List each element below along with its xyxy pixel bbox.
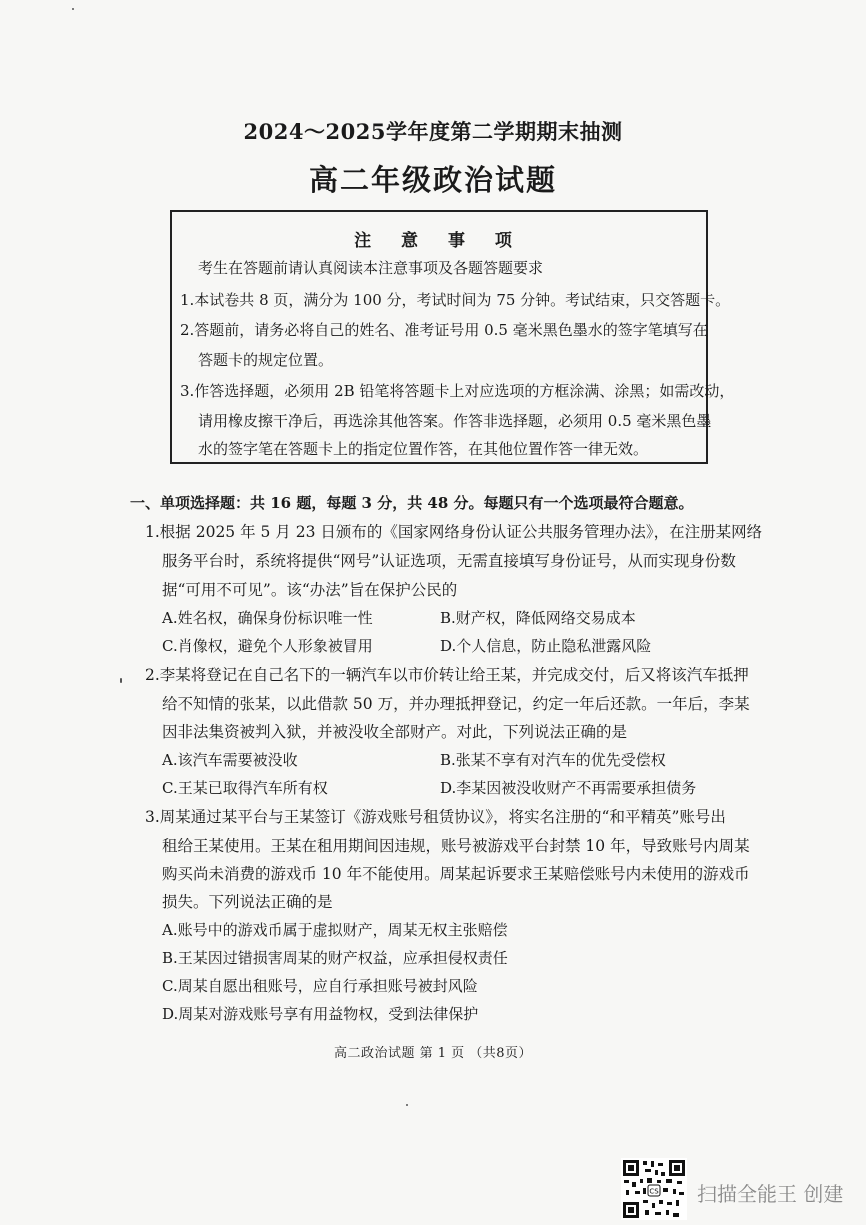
- question-text: 购买尚未消费的游戏币 10 年不能使用。周某起诉要求王某赔偿账号内未使用的游戏币: [162, 865, 750, 883]
- question-text: 租给王某使用。王某在租用期间因违规，账号被游戏平台封禁 10 年，导致账号内周某: [162, 837, 750, 855]
- question-text: 给不知情的张某，以此借款 50 万，并办理抵押登记，约定一年后还款。一年后，李某: [162, 695, 750, 713]
- question-text: 服务平台时，系统将提供“网号”认证选项，无需直接填写身份证号，从而实现身份数: [162, 552, 736, 570]
- option-d: D.周某对游戏账号享有用益物权，受到法律保护: [162, 1005, 479, 1023]
- question-text: 损失。下列说法正确的是: [162, 893, 333, 911]
- question-text: 1.根据 2025 年 5 月 23 日颁布的《国家网络身份认证公共服务管理办法》，在注册某网络: [145, 523, 763, 541]
- option-b: B.财产权，降低网络交易成本: [440, 609, 636, 627]
- option-c: C.周某自愿出租账号，应自行承担账号被封风险: [162, 977, 478, 995]
- exam-title: 2024～2025学年度第二学期期末抽测: [243, 119, 623, 144]
- notice-heading: 注 意 事 项: [354, 231, 524, 251]
- scan-speck: [406, 1104, 408, 1106]
- option-c: C.王某已取得汽车所有权: [162, 779, 328, 797]
- option-b: B.张某不享有对汽车的优先受偿权: [440, 751, 666, 769]
- section-title: 一、单项选择题：共 16 题，每题 3 分，共 48 分。每题只有一个选项最符合题意。: [130, 494, 694, 512]
- option-b: B.王某因过错损害周某的财产权益，应承担侵权责任: [162, 949, 508, 967]
- scan-speck: [120, 678, 122, 683]
- question-text: 因非法集资被判入狱，并被没收全部财产。对此，下列说法正确的是: [162, 723, 628, 741]
- notice-line: 请用橡皮擦干净后，再选涂其他答案。作答非选择题，必须用 0.5 毫米黑色墨: [198, 412, 712, 430]
- notice-intro: 考生在答题前请认真阅读本注意事项及各题答题要求: [198, 259, 544, 277]
- option-a: A.账号中的游戏币属于虚拟财产，周某无权主张赔偿: [162, 921, 508, 939]
- qr-code-icon: [621, 1158, 687, 1220]
- notice-line: 3.作答选择题，必须用 2B 铅笔将答题卡上对应选项的方框涂满、涂黑；如需改动，: [180, 382, 735, 400]
- question-text: 3.周某通过某平台与王某签订《游戏账号租赁协议》，将实名注册的“和平精英”账号出: [145, 808, 726, 826]
- option-a: A.姓名权，确保身份标识唯一性: [162, 609, 373, 627]
- notice-line: 水的签字笔在答题卡上的指定位置作答，在其他位置作答一律无效。: [198, 440, 649, 458]
- option-d: D.个人信息，防止隐私泄露风险: [440, 637, 652, 655]
- notice-box: [170, 210, 735, 464]
- subject-title: 高二年级政治试题: [308, 163, 557, 197]
- svg-text:CS: CS: [649, 1187, 659, 1196]
- option-a: A.该汽车需要被没收: [162, 751, 298, 769]
- option-c: C.肖像权，避免个人形象被冒用: [162, 637, 373, 655]
- question-text: 据“可用不可见”。该“办法”旨在保护公民的: [162, 581, 458, 599]
- notice-line: 2.答题前，请务必将自己的姓名、准考证号用 0.5 毫米黑色墨水的签字笔填写在: [180, 321, 708, 339]
- question-text: 2.李某将登记在自己名下的一辆汽车以市价转让给王某，并完成交付，后又将该汽车抵押: [145, 666, 749, 684]
- notice-line: 1.本试卷共 8 页，满分为 100 分，考试时间为 75 分钟。考试结束，只交答题卡。: [180, 291, 731, 309]
- notice-line: 答题卡的规定位置。: [198, 351, 334, 369]
- scanner-watermark: 扫描全能王 创建: [697, 1182, 844, 1206]
- page-footer: 高二政治试题 第 1 页 （共8页）: [333, 1046, 533, 1061]
- option-d: D.李某因被没收财产不再需要承担债务: [440, 779, 697, 797]
- scan-speck: [72, 8, 74, 10]
